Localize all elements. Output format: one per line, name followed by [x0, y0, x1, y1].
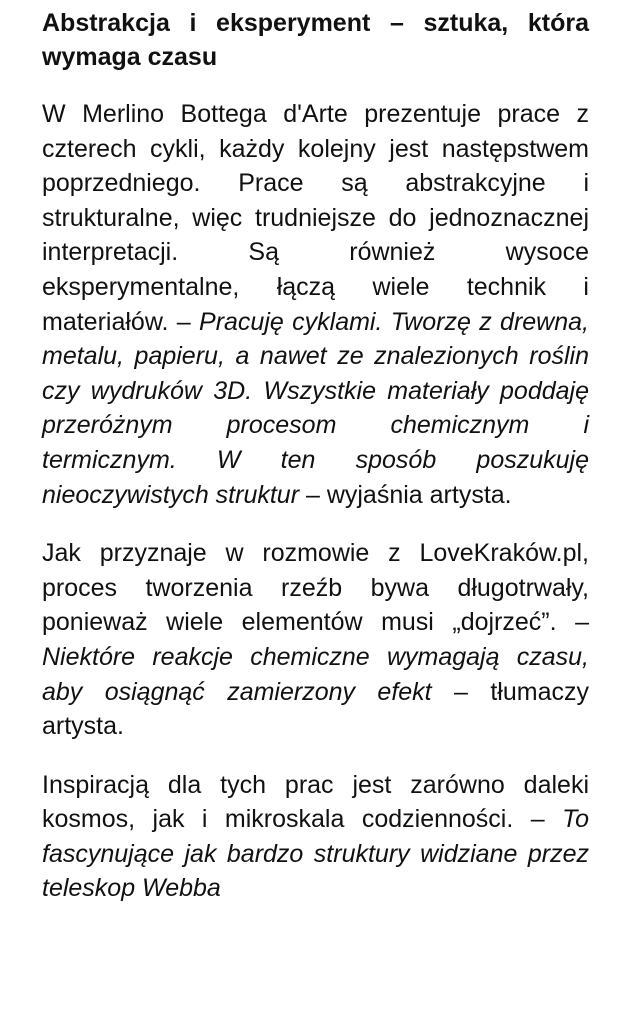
paragraph-text: Jak przyznaje w rozmowie z LoveKraków.pl, proces tworzenia rzeźb bywa długotrwały, ponieważ wiele elementów musi „dojrzeć”. –	[42, 539, 589, 637]
paragraph-text: W Merlino Bottega d'Arte prezentuje prace z czterech cykli, każdy kolejny jest następstwem poprzedniego. Prace są abstrakcyjne i strukturalne, więc trudniejsze do jednoznacznej interpretacji. Są również wysoce eksperymentalne, łączą wiele technik i materiałów. –	[42, 100, 589, 336]
paragraph-exhibition	[42, 97, 589, 512]
paragraph-text: Inspiracją dla tych prac jest zarówno daleki kosmos, jak i mikroskala codzienności. –	[42, 770, 589, 834]
artist-quote: Niektóre reakcje chemiczne wymagają czasu, aby osiągnąć zamierzony efekt	[42, 642, 589, 706]
paragraph-text: – tłumaczy artysta.	[42, 677, 589, 741]
article-heading: Abstrakcja i eksperyment – sztuka, która wymaga czasu	[42, 9, 589, 71]
paragraph-text: – wyjaśnia artysta.	[299, 480, 512, 509]
paragraph-process	[42, 536, 589, 744]
article-body	[42, 6, 589, 906]
artist-quote: To fascynujące jak bardzo struktury widziane przez teleskop Webba	[42, 805, 589, 903]
paragraph-inspiration	[42, 768, 589, 906]
artist-quote: Pracuję cyklami. Tworzę z drewna, metalu, papieru, a nawet ze znalezionych roślin czy wydruków 3D. Wszystkie materiały poddaję przeróżnym procesom chemicznym i termicznym. W ten sposób poszukuję nieoczywistych struktur	[42, 307, 589, 509]
